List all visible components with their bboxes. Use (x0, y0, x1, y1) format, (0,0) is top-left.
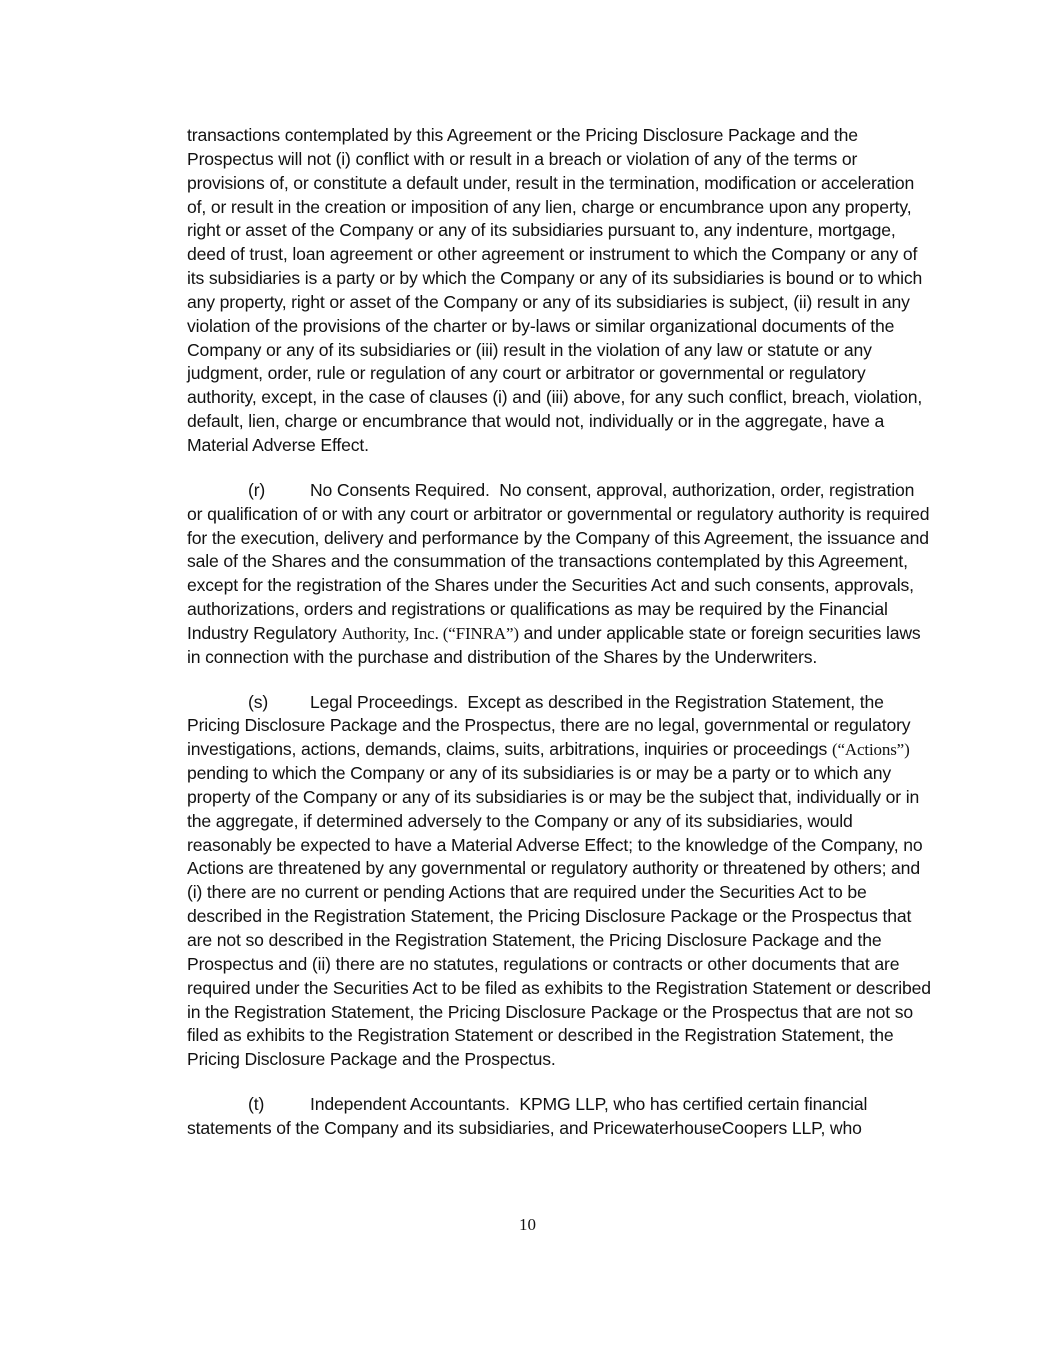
section-s (187, 691, 932, 1073)
section-t-heading: Independent Accountants. (310, 1094, 510, 1115)
section-r-finra-definition: Authority, Inc. (“FINRA”) (341, 623, 519, 643)
section-s-heading: Legal Proceedings. (310, 691, 458, 712)
section-s-text-continued: pending to which the Company or any of its subsidiaries is or may be a party or to which any property of the Company or any of its subsidiaries is or may be the subject that, individually or in the aggregate, if determined adversely to the Company or any of its subsidiaries, would reasonably be expected to have a Material Adverse Effect; to the knowledge of the Company, no Actions are threatened by any governmental or regulatory authority or threatened by others; and (i) there are no current or pending Actions that are required under the Securities Act to be described in the Registration Statement, the Pricing Disclosure Package or the Prospectus that are not so described in the Registration Statement, the Pricing Disclosure Package and the Prospectus and (ii) there are no statutes, regulations or contracts or other documents that are required under the Securities Act to be filed as exhibits to the Registration Statement or described in the Registration Statement, the Pricing Disclosure Package or the Prospectus that are not so filed as exhibits to the Registration Statement or described in the Registration Statement, the Pricing Disclosure Package and the Prospectus. (187, 763, 931, 1070)
continued-paragraph-text: transactions contemplated by this Agreement or the Pricing Disclosure Package and the Prospectus will not (i) conflict with or result in a breach or violation of any of the terms or provisions of, or constitute a default under, result in the termination, modification or acceleration of, or result in the creation or imposition of any lien, charge or encumbrance upon any property, right or asset of the Company or any of its subsidiaries pursuant to, any indenture, mortgage, deed of trust, loan agreement or other agreement or instrument to which the Company or any of its subsidiaries is a party or by which the Company or any of its subsidiaries is bound or to which any property, right or asset of the Company or any of its subsidiaries is subject, (ii) result in any violation of the provisions of the charter or by-laws or similar organizational documents of the Company or any of its subsidiaries or (iii) result in the violation of any law or statute or any judgment, order, rule or regulation of any court or arbitrator or governmental or regulatory authority, except, in the case of clauses (i) and (iii) above, for any such conflict, breach, violation, default, lien, charge or encumbrance that would not, individually or in the aggregate, have a Material Adverse Effect. (187, 125, 923, 455)
section-t-number: (t) (248, 1094, 265, 1115)
page-number: 10 (519, 1215, 536, 1234)
section-t (187, 1093, 932, 1141)
section-r-text: No consent, approval, authorization, order, registration or qualification of or with any court or arbitrator or governmental or regulatory authority is required for the execution, delivery and performance by the Company of this Agreement, the issuance and sale of the Shares and the consummation of the transactions contemplated by this Agreement, except for the registration of the Shares under the Securities Act and such consents, approvals, authorizations, orders and registrations or qualifications as may be required by the Financial Industry Regulatory (187, 479, 930, 643)
section-s-actions-definition: (“Actions”) (831, 740, 910, 760)
section-r-text-continued: and under applicable state or foreign securities laws in connection with the purchase and distribution of the Shares by the Underwriters. (187, 622, 921, 667)
section-s-number: (s) (248, 691, 269, 712)
continued-paragraph (187, 124, 932, 458)
section-r-number: (r) (248, 479, 266, 500)
section-r-heading: No Consents Required. (310, 479, 490, 500)
section-t-text: KPMG LLP, who has certified certain financial statements of the Company and its subsidiaries, and PricewaterhouseCoopers LLP, who (187, 1094, 868, 1138)
section-s-text: Except as described in the Registration Statement, the Pricing Disclosure Package and the Prospectus, there are no legal, governmental or regulatory investigations, actions, demands, claims, suits, arbitrations, inquiries or proceedings (187, 691, 911, 760)
document-body (187, 124, 932, 1141)
section-r (187, 479, 932, 670)
